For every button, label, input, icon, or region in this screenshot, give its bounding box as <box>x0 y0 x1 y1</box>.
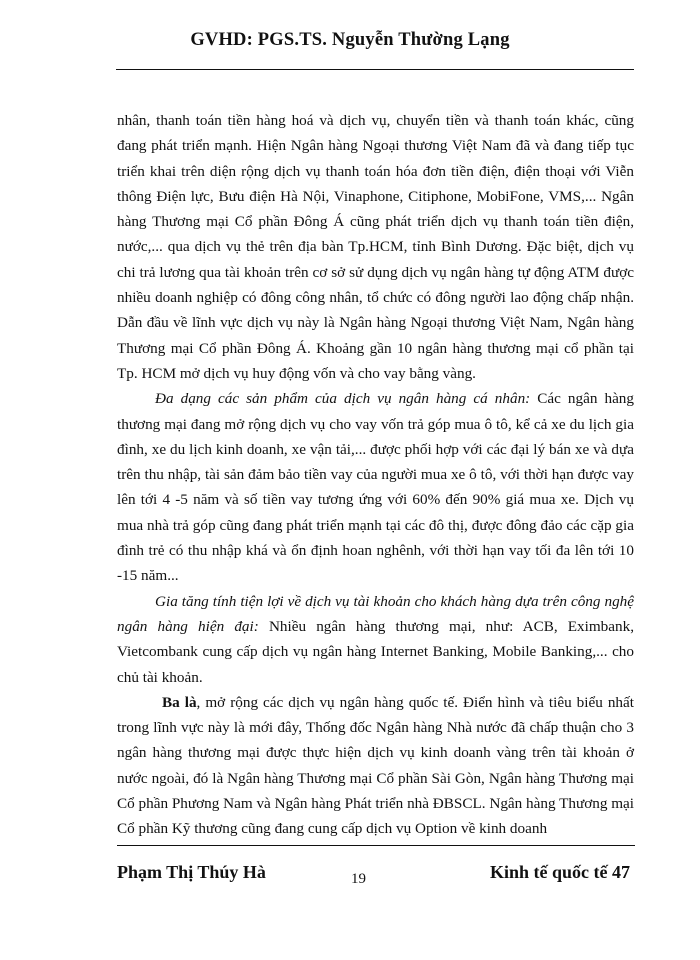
page-number: 19 <box>351 871 366 887</box>
paragraph-text: Các ngân hàng thương mại đang mở rộng dịch vụ cho vay vốn trả góp mua ô tô, kể cả xe du lịch gia đình, xe du lịch kinh doanh, xe vận tải,... được phối hợp với các đại lý bán xe và dựa trên thu nhập, tài sản đảm bảo tiền vay của người mua xe ô tô, với thời hạn được vay lên tới 4 -5 năm và số tiền vay tương ứng với 60% đến 90% giá mua xe. Dịch vụ mua nhà trả góp cũng đang phát triển mạnh tại các đô thị, được đông đảo các cặp gia đình trẻ có thu nhập khá và ổn định hoan nghênh, với thời hạn vay tối đa lên tới 10 -15 năm... <box>117 390 634 585</box>
page-header-title: GVHD: PGS.TS. Nguyễn Thường Lạng <box>190 30 510 50</box>
paragraph-personal-banking <box>117 386 634 588</box>
paragraph-lead-italic: Gia tăng tính tiện lợi về dịch vụ tài khoản cho khách hàng dựa trên công nghệ ngân hàng hiện đại: <box>117 592 634 635</box>
footer-author: Phạm Thị Thúy Hà <box>117 862 266 882</box>
header-divider <box>116 69 634 70</box>
paragraph-lead-italic: Đa dạng các sản phẩm của dịch vụ ngân hàng cá nhân: <box>155 390 531 408</box>
paragraph-lead-bold: Ba là <box>162 693 197 711</box>
paragraph-text: , mở rộng các dịch vụ ngân hàng quốc tế. Điển hình và tiêu biểu nhất trong lĩnh vực này là mới đây, Thống đốc Ngân hàng Nhà nước đã chấp thuận cho 3 ngân hàng thương mại được thực hiện dịch vụ kinh doanh vàng trên tài khoản ở nước ngoài, đó là Ngân hàng Thương mại Cổ phần Sài Gòn, Ngân hàng Thương mại Cổ phần Phương Nam và Ngân hàng Phát triển nhà ĐBSCL. Ngân hàng Thương mại Cổ phần Kỹ thương cũng đang cung cấp dịch vụ Option về kinh doanh <box>117 693 634 838</box>
document-body <box>117 108 634 842</box>
footer-course: Kinh tế quốc tế 47 <box>489 862 630 882</box>
paragraph-international-services <box>117 690 634 842</box>
paragraph-continuation: nhân, thanh toán tiền hàng hoá và dịch vụ, chuyển tiền và thanh toán khác, cũng đang phát triển mạnh. Hiện Ngân hàng Ngoại thương Việt Nam đã và đang tiếp tục triển khai trên diện rộng dịch vụ thanh toán hóa đơn tiền điện, điện thoại với Viễn thông Điện lực, Bưu điện Hà Nội, Vinaphone, Citiphone, MobiFone, VMS,... Ngân hàng Thương mại Cổ phần Đông Á cũng phát triển dịch vụ thanh toán tiền điện, nước,... qua dịch vụ thẻ trên địa bàn Tp.HCM, tỉnh Bình Dương. Đặc biệt, dịch vụ chi trả lương qua tài khoản trên cơ sở sử dụng dịch vụ ngân hàng tự động ATM được nhiều doanh nghiệp có đông công nhân, tổ chức có đông người lao động chấp nhận. Dẫn đầu về lĩnh vực dịch vụ này là Ngân hàng Ngoại thương Việt Nam, Ngân hàng Thương mại Cổ phần Đông Á. Khoảng gần 10 ngân hàng thương mại cổ phần tại Tp. HCM mở dịch vụ huy động vốn và cho vay bằng vàng. <box>117 112 634 382</box>
paragraph-text: Nhiều ngân hàng thương mại, như: ACB, Eximbank, Vietcombank cung cấp dịch vụ ngân hàng Internet Banking, Mobile Banking,... cho chủ tài khoản. <box>117 617 634 686</box>
footer-divider <box>117 845 635 846</box>
paragraph-account-services <box>117 589 634 690</box>
